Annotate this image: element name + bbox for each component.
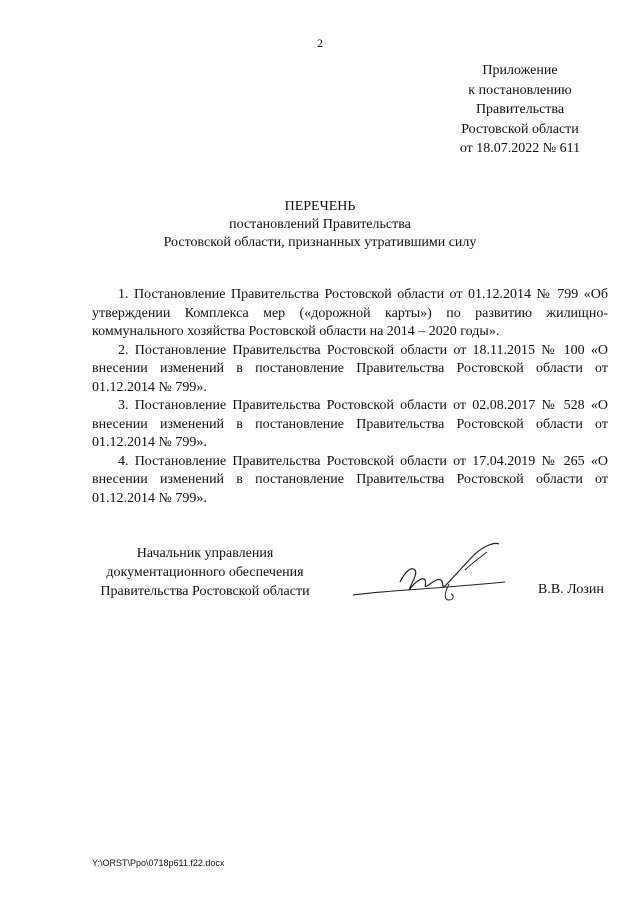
appendix-line: Правительства	[475, 102, 565, 117]
handwritten-signature	[345, 540, 515, 610]
signer-name: В.В. Лозин	[538, 582, 604, 597]
item-list	[92, 286, 608, 508]
signer-position-line: Начальник управления	[136, 546, 274, 561]
title-subtitle-line: Ростовской области, признанных утратившими силу	[163, 235, 477, 250]
document-title	[80, 198, 560, 252]
appendix-line: Ростовской области	[461, 121, 579, 137]
list-item: 3. Постановление Правительства Ростовской области от 02.08.2017 № 528 «О внесении изменений в постановление Правительства Ростовской области от 01.12.2014 № 799».	[92, 398, 608, 450]
list-item: 4. Постановление Правительства Ростовской области от 17.04.2019 № 265 «О внесении изменений в постановление Правительства Ростовской области от 01.12.2014 № 799».	[92, 453, 608, 506]
list-item: 1. Постановление Правительства Ростовской области от 01.12.2014 № 799 «Об утверждении Комплекса мер («дорожной карты») по развитию жилищно-коммунального хозяйства Ростовской области на 2014 – 2020 годы».	[92, 287, 608, 339]
signer-position-line: Правительства Ростовской области	[100, 584, 310, 599]
title-subtitle-line: постановлений Правительства	[229, 217, 411, 232]
file-path: Y:\ORST\Ppo\0718p611.f22.docx	[92, 858, 225, 868]
appendix-line: от 18.07.2022 № 611	[459, 141, 581, 156]
page-number: 2	[317, 36, 323, 50]
appendix-line: к постановлению	[468, 82, 572, 98]
signer-position	[80, 544, 330, 601]
appendix-block	[440, 61, 600, 159]
list-item: 2. Постановление Правительства Ростовской области от 18.11.2015 № 100 «О внесении изменений в постановление Правительства Ростовской области от 01.12.2014 № 799».	[92, 342, 608, 395]
appendix-line: Приложение	[482, 63, 558, 78]
signer-position-line: документационного обеспечения	[106, 565, 304, 580]
title-heading: ПЕРЕЧЕНЬ	[284, 199, 356, 214]
